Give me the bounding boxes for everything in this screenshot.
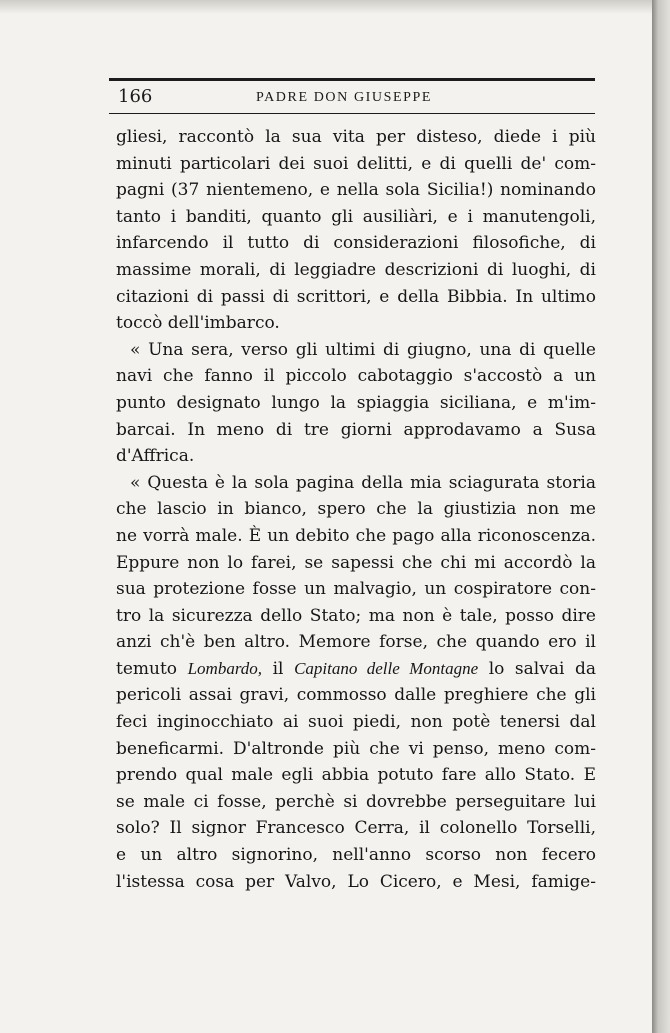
page-top-shadow — [0, 0, 652, 14]
text-line: « Questa è la sola pagina della mia sciagurata storia — [130, 472, 596, 493]
italic-title-capitano: Capitano delle Montagne — [294, 658, 479, 678]
body-text — [116, 124, 596, 895]
text-line: punto designato lungo la spiaggia siciliana, e m'im- — [116, 392, 596, 413]
text-line: ne vorrà male. È un debito che pago alla riconoscenza. — [116, 525, 596, 546]
text-line: « Una sera, verso gli ultimi di giugno, una di quelle — [130, 339, 596, 360]
text-segment: il — [262, 658, 295, 679]
text-line: pericoli assai gravi, commosso dalle preghiere che gli — [116, 685, 596, 706]
text-line: prendo qual male egli abbia potuto fare allo Stato. E — [116, 765, 596, 786]
text-line: solo? Il signor Francesco Cerra, il colonello Torselli, — [116, 818, 596, 839]
page-number: 166 — [118, 86, 153, 107]
text-line: beneficarmi. D'altronde più che vi penso, meno com- — [116, 738, 596, 759]
header-rule-bottom — [109, 113, 595, 114]
text-line: anzi ch'è ben altro. Memore forse, che quando ero il — [116, 632, 596, 653]
text-line: pagni (37 nientemeno, e nella sola Sicilia!) nominando — [116, 180, 596, 201]
text-line: feci inginocchiato ai suoi piedi, non potè tenersi dal — [116, 712, 596, 733]
running-title: PADRE DON GIUSEPPE — [256, 90, 433, 105]
text-line: tanto i banditi, quanto gli ausiliàri, e i manutengoli, — [116, 206, 596, 227]
text-line: l'istessa cosa per Valvo, Lo Cicero, e Mesi, famige- — [116, 871, 596, 892]
text-segment: lo salvai da — [478, 658, 596, 679]
text-line: che lascio in bianco, spero che la giustizia non me — [116, 499, 596, 520]
text-line: minuti particolari dei suoi delitti, e di quelli de' com- — [116, 153, 596, 174]
text-segment: temuto — [116, 658, 188, 679]
text-line: se male ci fosse, perchè si dovrebbe perseguitare lui — [116, 791, 596, 812]
text-line — [116, 656, 596, 683]
text-line: sua protezione fosse un malvagio, un cospiratore con- — [116, 579, 596, 600]
header-rule-top — [109, 78, 595, 81]
text-line: tro la sicurezza dello Stato; ma non è tale, posso dire — [116, 605, 596, 626]
text-line: gliesi, raccontò la sua vita per disteso, diede i più — [116, 127, 596, 147]
text-line: toccò dell'imbarco. — [116, 313, 280, 334]
text-line: e un altro signorino, nell'anno scorso non fecero — [116, 845, 596, 866]
text-line: massime morali, di leggiadre descrizioni di luoghi, di — [116, 259, 596, 280]
italic-name-lombardo: Lombardo, — [187, 658, 263, 678]
text-line: citazioni di passi di scrittori, e della Bibbia. In ultimo — [116, 286, 596, 307]
text-line: navi che fanno il piccolo cabotaggio s'accostò a un — [116, 366, 596, 387]
text-line: barcai. In meno di tre giorni approdavamo a Susa — [116, 419, 596, 440]
text-line: infarcendo il tutto di considerazioni filosofiche, di — [116, 233, 596, 254]
book-spine-edge — [652, 0, 670, 1033]
text-line: d'Affrica. — [116, 446, 195, 467]
text-line: Eppure non lo farei, se sapessi che chi mi accordò la — [116, 552, 596, 573]
